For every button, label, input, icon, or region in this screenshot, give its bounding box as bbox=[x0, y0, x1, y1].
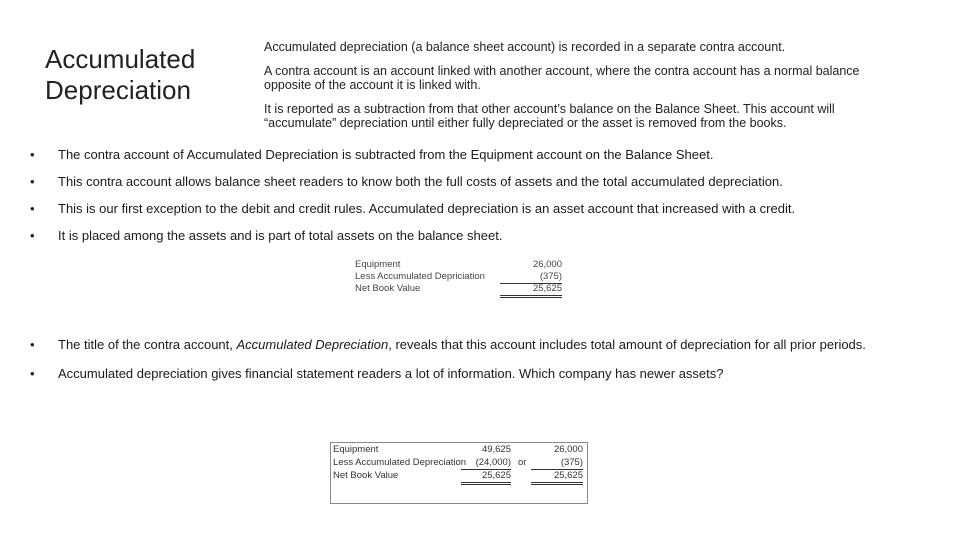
intro-paragraph-3: It is reported as a subtraction from that other account’s balance on the Balance Sheet. This account will “accumulate” depreciation until either fully depreciated or the asset is removed from the books. bbox=[264, 102, 835, 130]
intro-paragraph-1: Accumulated depreciation (a balance sheet account) is recorded in a separate contra account. bbox=[264, 40, 786, 54]
list-item: • The contra account of Accumulated Depreciation is subtracted from the Equipment account on the Balance Sheet. bbox=[30, 147, 714, 162]
bullet-list-bottom bbox=[30, 337, 935, 395]
table-row: Equipment 49,625 26,000 bbox=[333, 444, 583, 455]
intro-paragraph-2: A contra account is an account linked with another account, where the contra account has a normal balance opposite of the account it is linked with. bbox=[264, 64, 860, 92]
bullet-icon: • bbox=[30, 366, 35, 381]
bullet-icon: • bbox=[30, 147, 35, 162]
bullet-icon: • bbox=[30, 174, 35, 189]
list-item: • It is placed among the assets and is part of total assets on the balance sheet. bbox=[30, 228, 503, 243]
table-row: Net Book Value 25,625 bbox=[348, 283, 570, 295]
table-row: Less Accumulated Depriciation (375) bbox=[355, 271, 562, 282]
bullet-icon: • bbox=[30, 201, 35, 216]
list-item: • Accumulated depreciation gives financial statement readers a lot of information. Which company has newer assets? bbox=[30, 366, 724, 381]
list-item: • This is our first exception to the debit and credit rules. Accumulated depreciation is an asset account that increased with a credit. bbox=[30, 201, 796, 216]
bullet-list-top bbox=[30, 147, 935, 255]
list-item: • The title of the contra account, Accumulated Depreciation, reveals that this account includes total amount of depreciation for all prior periods. bbox=[30, 337, 866, 352]
table-row: Less Accumulated Depreciation (24,000) or (375) bbox=[333, 457, 583, 468]
balance-sheet-example bbox=[348, 259, 570, 303]
bullet-icon: • bbox=[30, 228, 35, 243]
table-row: Equipment 26,000 bbox=[355, 259, 562, 270]
or-label: or bbox=[518, 457, 527, 468]
company-comparison-table bbox=[330, 442, 588, 504]
list-item: • This contra account allows balance sheet readers to know both the full costs of assets and the total accumulated depreciation. bbox=[30, 174, 783, 189]
bullet-icon: • bbox=[30, 337, 35, 352]
table-row: Net Book Value 25,625 25,625 bbox=[331, 469, 587, 482]
page-title: Accumulated Depreciation bbox=[45, 44, 196, 105]
